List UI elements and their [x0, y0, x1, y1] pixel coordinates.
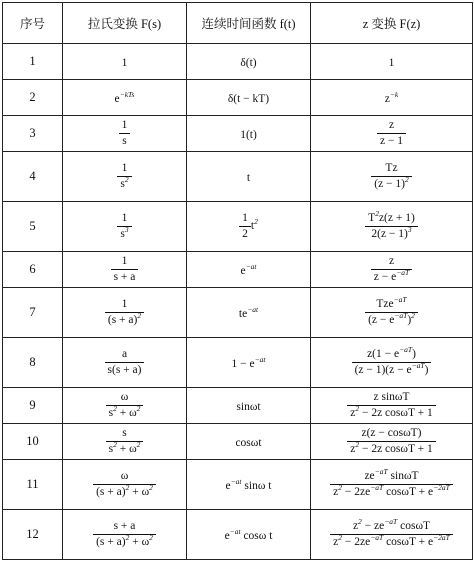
denominator	[93, 535, 156, 549]
z-transform-cell	[311, 152, 473, 202]
expr-segment: z(z + 1)	[378, 211, 415, 224]
math-expression	[105, 347, 145, 376]
table-row	[3, 152, 473, 202]
math-expression	[365, 208, 418, 240]
laplace-cell	[63, 202, 187, 252]
expr-segment: e	[224, 529, 230, 542]
math-expression	[389, 57, 395, 69]
laplace-cell	[63, 252, 187, 288]
expr-segment: Tze	[376, 297, 394, 310]
superscript: 2	[137, 311, 142, 320]
fraction	[106, 391, 144, 420]
denominator	[352, 363, 432, 377]
expr-segment: 1(t)	[240, 128, 257, 141]
serial-cell: 9	[3, 388, 63, 424]
serial-cell: 6	[3, 252, 63, 288]
superscript: 2	[254, 217, 258, 227]
fraction	[106, 427, 144, 456]
superscript: 2	[125, 483, 130, 492]
denominator	[365, 227, 418, 241]
fraction	[119, 119, 131, 148]
expr-segment: z(z − cosωT)	[361, 426, 422, 439]
expr-segment: − 2ze	[342, 536, 371, 548]
math-expression	[236, 401, 260, 413]
fraction	[117, 212, 131, 241]
header-laplace-transform: 拉氏变换 F(s)	[63, 3, 187, 44]
denominator	[105, 313, 144, 327]
math-expression	[371, 254, 412, 283]
expr-segment: z	[388, 254, 395, 267]
expr-segment: z	[352, 519, 359, 532]
superscript: 2	[411, 311, 415, 320]
expr-segment: s	[108, 407, 114, 419]
expr-segment: 2(z − 1)	[371, 228, 408, 240]
superscript: −aT	[396, 268, 410, 277]
superscript: −aT	[370, 533, 384, 542]
expr-segment: z	[384, 92, 390, 105]
superscript: 2	[113, 440, 117, 449]
table-row	[3, 80, 473, 116]
serial-cell: 5	[3, 202, 63, 252]
z-transform-cell	[311, 388, 473, 424]
math-expression	[117, 161, 131, 190]
z-transform-table	[2, 2, 473, 560]
superscript: 2	[124, 175, 129, 184]
denominator	[365, 313, 418, 327]
expr-segment: δ(t − kT)	[227, 92, 270, 105]
time-function-cell	[187, 338, 311, 388]
superscript: 2	[149, 483, 153, 492]
table-row	[3, 116, 473, 152]
superscript: 2	[358, 516, 362, 526]
denominator	[106, 442, 144, 456]
laplace-cell	[63, 152, 187, 202]
laplace-cell	[63, 338, 187, 388]
laplace-cell	[63, 388, 187, 424]
math-expression	[117, 211, 131, 240]
math-expression	[240, 57, 256, 69]
serial-cell: 7	[3, 288, 63, 338]
serial-cell: 2	[3, 80, 63, 116]
math-expression	[93, 519, 156, 548]
z-transform-cell	[311, 44, 473, 80]
expr-segment: z − e	[373, 271, 397, 283]
superscript: −aT	[374, 466, 388, 476]
math-expression	[106, 426, 144, 455]
table-row	[3, 252, 473, 288]
expr-segment: δ(t)	[240, 56, 257, 69]
superscript: −at	[230, 476, 242, 486]
time-function-cell	[187, 80, 311, 116]
serial-cell: 1	[3, 44, 63, 80]
superscript: 2	[136, 440, 141, 449]
fraction	[365, 294, 418, 327]
expr-segment: )	[424, 364, 429, 376]
math-expression	[365, 294, 418, 326]
denominator	[371, 177, 412, 191]
header-serial: 序号	[3, 3, 63, 44]
expr-segment: 1	[242, 211, 248, 224]
expr-segment: e	[114, 92, 120, 105]
time-function-cell	[187, 44, 311, 80]
expr-segment: sinω t	[241, 479, 272, 492]
fraction	[371, 162, 412, 191]
denominator	[371, 270, 412, 284]
expr-segment: cosω t	[240, 529, 273, 542]
laplace-cell	[63, 116, 187, 152]
superscript: −kTs	[119, 89, 135, 99]
numerator	[111, 255, 139, 270]
expr-segment: ω	[120, 469, 129, 482]
denominator	[330, 535, 453, 549]
serial-cell: 8	[3, 338, 63, 388]
superscript: −k	[389, 89, 399, 99]
expr-segment: s	[108, 443, 114, 455]
expr-segment: e	[225, 479, 231, 492]
superscript: 2	[355, 440, 360, 449]
numerator	[93, 470, 156, 485]
expr-segment: 1	[121, 56, 128, 69]
numerator	[347, 391, 436, 406]
expr-segment: ze	[364, 469, 375, 482]
expr-segment: s + a	[113, 271, 136, 283]
serial-cell: 10	[3, 424, 63, 460]
expr-segment: 1	[121, 211, 128, 224]
superscript: 2	[338, 483, 342, 492]
math-expression	[231, 354, 266, 370]
laplace-cell	[63, 510, 187, 560]
time-function-cell	[187, 152, 311, 202]
numerator	[347, 427, 436, 442]
expr-segment: z	[350, 443, 356, 455]
expr-segment: cosωT + e	[383, 486, 434, 498]
math-expression	[235, 437, 261, 449]
z-transform-cell	[311, 510, 473, 560]
expr-segment: t	[250, 220, 255, 233]
fraction	[365, 208, 418, 241]
expr-segment: + ω	[116, 443, 137, 455]
numerator	[93, 520, 156, 535]
table-row	[3, 288, 473, 338]
expr-segment: 2	[242, 228, 248, 240]
expr-segment: s	[122, 135, 127, 147]
math-expression	[119, 118, 131, 147]
math-expression	[228, 93, 269, 105]
expr-segment: sinωt	[236, 400, 261, 413]
expr-segment: 1 − e	[231, 357, 255, 370]
expr-segment: z − 1	[379, 135, 404, 147]
numerator	[119, 119, 131, 134]
expr-segment: )	[412, 347, 416, 360]
superscript: 2	[136, 404, 141, 413]
denominator	[93, 485, 156, 499]
superscript: −aT	[394, 311, 408, 320]
fraction	[330, 466, 453, 499]
expr-segment: T	[368, 211, 376, 224]
z-transform-cell	[311, 80, 473, 116]
math-expression	[93, 469, 156, 498]
superscript: 3	[407, 225, 412, 234]
expr-segment: ω	[120, 390, 129, 403]
z-transform-cell	[311, 338, 473, 388]
expr-segment: cosωt	[235, 436, 262, 449]
expr-segment: s	[122, 426, 127, 439]
superscript: 2	[375, 208, 379, 218]
header-row	[3, 3, 473, 44]
superscript: −aT	[384, 516, 398, 526]
fraction	[371, 255, 412, 284]
expr-segment: z sinωT	[373, 390, 410, 403]
expr-segment: (z − e	[368, 314, 395, 326]
fraction	[93, 470, 156, 499]
expr-segment: 1	[121, 254, 128, 267]
numerator	[105, 348, 145, 363]
math-expression	[111, 254, 139, 283]
denominator	[239, 227, 251, 241]
math-expression	[105, 297, 144, 326]
numerator	[377, 119, 406, 134]
expr-segment: sinωT	[387, 469, 419, 482]
fraction	[117, 162, 131, 191]
laplace-cell	[63, 44, 187, 80]
expr-segment: s + a	[113, 519, 136, 532]
fraction	[111, 255, 139, 284]
expr-segment: s	[120, 228, 125, 240]
z-transform-cell	[311, 252, 473, 288]
math-expression	[224, 526, 273, 542]
expr-segment: cosωT	[397, 519, 431, 532]
fraction	[377, 119, 406, 148]
z-transform-cell	[311, 202, 473, 252]
numerator	[239, 212, 251, 227]
expr-segment: (z − 1)(z − e	[354, 364, 412, 376]
math-expression	[384, 89, 399, 105]
expr-segment: a	[121, 347, 128, 360]
fraction	[93, 520, 156, 549]
expr-segment: (s + a)	[96, 536, 126, 548]
serial-cell: 12	[3, 510, 63, 560]
table-row	[3, 202, 473, 252]
superscript: −aT	[370, 483, 384, 492]
math-expression	[225, 476, 272, 492]
superscript: −2aT	[433, 533, 450, 542]
denominator	[106, 406, 144, 420]
superscript: −at	[254, 354, 266, 364]
superscript: −at	[247, 304, 259, 314]
expr-segment: + ω	[129, 536, 150, 548]
fraction	[105, 348, 145, 377]
superscript: 2	[405, 175, 409, 184]
expr-segment: z	[388, 118, 395, 131]
math-expression	[106, 390, 144, 419]
expr-segment: t	[246, 171, 251, 184]
time-function-cell	[187, 252, 311, 288]
math-expression	[352, 344, 432, 376]
laplace-cell	[63, 288, 187, 338]
expr-segment: (s + a)	[107, 314, 138, 326]
superscript: −aT	[411, 361, 425, 370]
expr-segment: z	[333, 536, 339, 548]
superscript: −at	[245, 261, 257, 271]
expr-segment: s(s + a)	[107, 364, 142, 376]
superscript: −2aT	[433, 483, 450, 492]
math-expression	[377, 118, 406, 147]
header-time-function: 连续时间函数 f(t)	[187, 3, 311, 44]
z-transform-cell	[311, 424, 473, 460]
denominator	[119, 134, 131, 148]
expr-segment: − ze	[361, 519, 385, 532]
laplace-cell	[63, 460, 187, 510]
fraction	[330, 516, 453, 549]
z-transform-cell	[311, 460, 473, 510]
math-expression	[238, 304, 259, 320]
expr-segment: e	[240, 264, 246, 277]
superscript: 2	[125, 533, 130, 542]
table-row	[3, 44, 473, 80]
superscript: −aT	[399, 344, 413, 354]
superscript: −at	[229, 526, 241, 536]
math-expression	[239, 211, 258, 240]
serial-cell: 3	[3, 116, 63, 152]
laplace-cell	[63, 80, 187, 116]
expr-segment: te	[238, 307, 248, 320]
expr-segment: s	[120, 178, 125, 190]
denominator	[347, 442, 436, 456]
superscript: 2	[338, 533, 342, 542]
expr-segment: z	[333, 486, 339, 498]
time-function-cell	[187, 288, 311, 338]
math-expression	[122, 57, 128, 69]
expr-segment: − 2ze	[342, 486, 371, 498]
expr-segment: 1	[121, 118, 128, 131]
time-function-cell	[187, 460, 311, 510]
expr-segment: − 2z cosωT + 1	[359, 407, 433, 419]
fraction	[347, 391, 436, 420]
fraction	[239, 212, 251, 241]
math-expression	[114, 89, 135, 105]
denominator	[377, 134, 406, 148]
expr-segment: 1	[121, 161, 128, 174]
math-expression	[240, 261, 257, 277]
expr-segment: cosωT + e	[383, 536, 434, 548]
fraction	[347, 427, 436, 456]
denominator	[347, 406, 436, 420]
expr-segment: + ω	[116, 407, 137, 419]
table-row	[3, 510, 473, 560]
time-function-cell	[187, 202, 311, 252]
superscript: 3	[124, 225, 129, 234]
table-row	[3, 338, 473, 388]
expr-segment: 1	[121, 297, 128, 310]
z-transform-cell	[311, 116, 473, 152]
expr-segment: − 2z cosωT + 1	[359, 443, 433, 455]
expr-segment: + ω	[129, 486, 150, 498]
time-function-cell	[187, 424, 311, 460]
serial-cell: 11	[3, 460, 63, 510]
table-row	[3, 424, 473, 460]
expr-segment: z	[350, 407, 356, 419]
table-row	[3, 460, 473, 510]
denominator	[111, 270, 139, 284]
header-z-transform: z 变换 F(z)	[311, 3, 473, 44]
numerator	[365, 294, 418, 313]
time-function-cell	[187, 388, 311, 424]
denominator	[105, 363, 145, 377]
superscript: 2	[113, 404, 117, 413]
laplace-cell	[63, 424, 187, 460]
denominator	[117, 177, 131, 191]
expr-segment: z(1 − e	[367, 347, 400, 360]
expr-segment: (z − 1)	[374, 178, 405, 190]
denominator	[117, 227, 131, 241]
superscript: 2	[355, 404, 360, 413]
superscript: −aT	[393, 294, 407, 304]
math-expression	[371, 161, 412, 190]
denominator	[330, 485, 453, 499]
expr-segment: (s + a)	[96, 486, 126, 498]
serial-cell: 4	[3, 152, 63, 202]
math-expression	[240, 129, 257, 141]
expr-segment: 1	[388, 56, 395, 69]
z-transform-cell	[311, 288, 473, 338]
math-expression	[247, 172, 250, 184]
fraction	[352, 344, 432, 377]
time-function-cell	[187, 510, 311, 560]
time-function-cell	[187, 116, 311, 152]
table-row	[3, 388, 473, 424]
expr-segment: )	[407, 314, 412, 326]
superscript: 2	[149, 533, 153, 542]
fraction	[105, 298, 144, 327]
expr-segment: Tz	[385, 161, 398, 174]
